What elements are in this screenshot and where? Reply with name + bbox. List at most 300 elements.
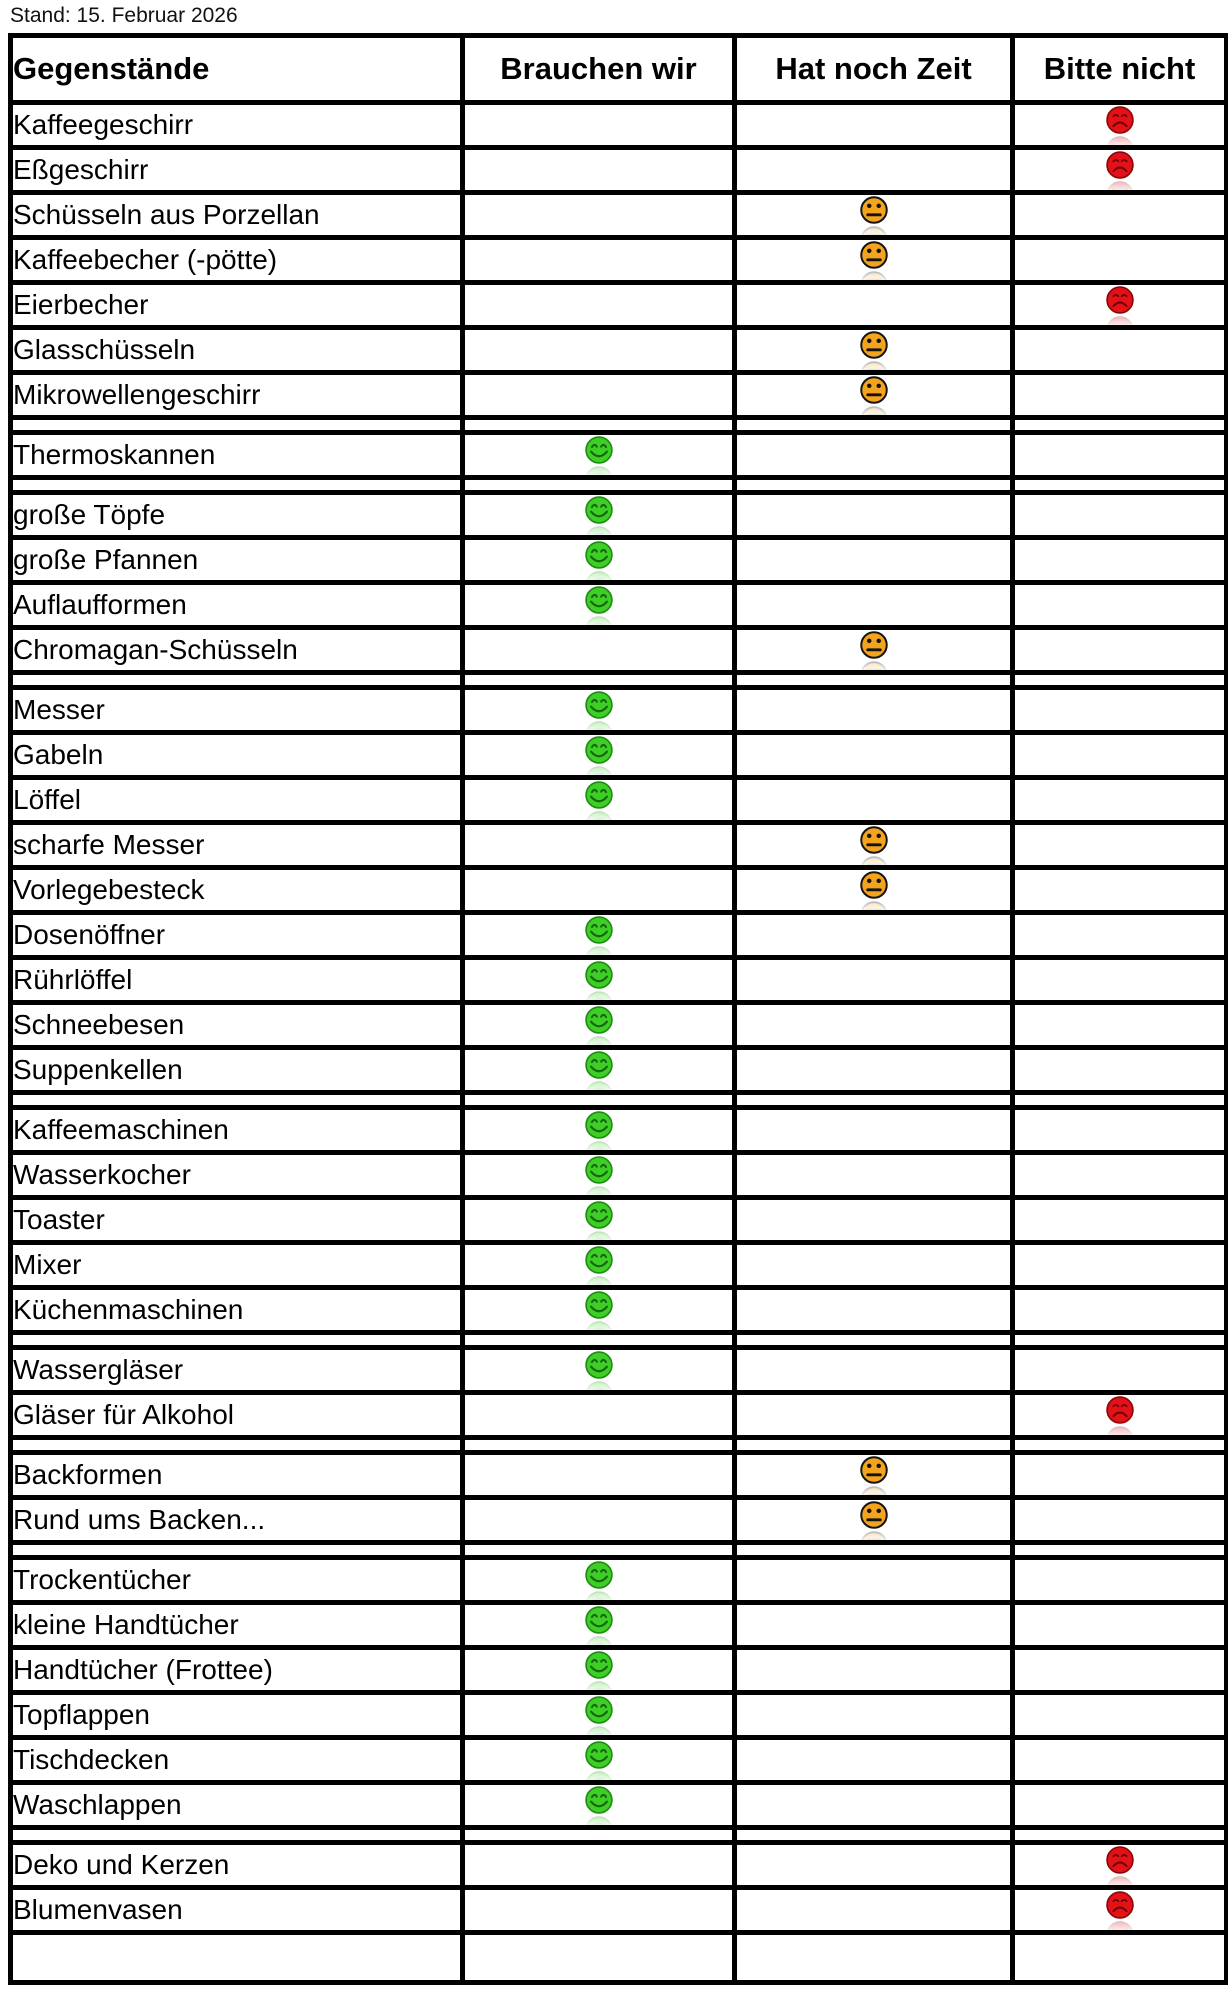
status-cell [1013,583,1227,628]
status-cell [1013,1498,1227,1543]
spacer-cell [735,418,1013,433]
status-cell [463,1558,735,1603]
smiley-reflection [859,360,889,370]
status-cell [463,433,735,478]
happy-smiley-icon [584,1245,614,1285]
smiley-reflection [584,525,614,535]
status-cell [463,1243,735,1288]
status-cell [463,1003,735,1048]
item-label-cell: große Töpfe [11,493,463,538]
item-label-cell: Rührlöffel [11,958,463,1003]
status-cell [1013,1933,1227,1983]
status-cell [1013,1153,1227,1198]
status-cell [735,1003,1013,1048]
smiley-reflection [859,405,889,415]
smiley-reflection [584,1185,614,1195]
status-cell [1013,148,1227,193]
smiley-reflection [584,1080,614,1090]
status-cell [735,733,1013,778]
status-cell [463,778,735,823]
table-row [11,1693,1227,1738]
smiley-reflection [584,1275,614,1285]
sad-smiley-icon [1105,150,1135,190]
spacer-cell [11,478,463,493]
item-label-cell: Kaffeemaschinen [11,1108,463,1153]
table-row [11,1198,1227,1243]
status-cell [1013,238,1227,283]
item-label-cell: Gabeln [11,733,463,778]
happy-smiley-icon [584,1560,614,1600]
spacer-cell [11,418,463,433]
item-label-cell: scharfe Messer [11,823,463,868]
status-cell [735,1288,1013,1333]
spacer-cell [463,673,735,688]
smiley-reflection [584,1230,614,1240]
status-cell [463,193,735,238]
smiley-reflection [859,1530,889,1540]
smiley-reflection [584,810,614,820]
item-label-cell: Kaffeebecher (-pötte) [11,238,463,283]
status-cell [735,778,1013,823]
status-cell [1013,493,1227,538]
status-cell [463,328,735,373]
spacer-row [11,1438,1227,1453]
status-cell [1013,778,1227,823]
status-cell [1013,628,1227,673]
status-cell [735,868,1013,913]
status-cell [463,1738,735,1783]
item-label-cell: Messer [11,688,463,733]
status-cell [463,493,735,538]
happy-smiley-icon [584,735,614,775]
item-label-cell: Blumenvasen [11,1888,463,1933]
status-cell [463,1288,735,1333]
item-label-cell: Vorlegebesteck [11,868,463,913]
happy-smiley-icon [584,1200,614,1240]
item-label-cell: Suppenkellen [11,1048,463,1093]
status-cell [463,958,735,1003]
status-cell [735,628,1013,673]
happy-smiley-icon [584,1650,614,1690]
smiley-reflection [859,660,889,670]
status-cell [1013,433,1227,478]
status-cell [1013,283,1227,328]
happy-smiley-icon [584,1785,614,1825]
status-cell [735,1738,1013,1783]
status-cell [735,913,1013,958]
item-label-cell: Wasserkocher [11,1153,463,1198]
status-cell [735,1108,1013,1153]
table-row [11,1453,1227,1498]
item-label-cell: Schneebesen [11,1003,463,1048]
header-hat-noch-zeit: Hat noch Zeit [735,36,1013,103]
status-cell [735,1198,1013,1243]
status-cell [735,1648,1013,1693]
item-label-cell: Tischdecken [11,1738,463,1783]
spacer-cell [1013,1333,1227,1348]
status-cell [735,958,1013,1003]
neutral-smiley-icon [859,825,889,865]
status-cell [735,433,1013,478]
spacer-cell [463,478,735,493]
smiley-reflection [1105,1875,1135,1885]
happy-smiley-icon [584,495,614,535]
status-cell [1013,1648,1227,1693]
spacer-cell [735,1333,1013,1348]
smiley-reflection [584,1680,614,1690]
smiley-reflection [584,1140,614,1150]
status-cell [463,373,735,418]
neutral-smiley-icon [859,1500,889,1540]
status-cell [735,1348,1013,1393]
sad-smiley-icon [1105,1395,1135,1435]
status-cell [1013,538,1227,583]
spacer-row [11,1543,1227,1558]
smiley-reflection [859,855,889,865]
spacer-cell [463,1333,735,1348]
status-cell [463,238,735,283]
spacer-cell [1013,1828,1227,1843]
status-cell [1013,1393,1227,1438]
spacer-row [11,478,1227,493]
status-cell [463,1108,735,1153]
item-label-cell: Waschlappen [11,1783,463,1828]
spacer-cell [735,1543,1013,1558]
table-row [11,1843,1227,1888]
status-cell [735,1498,1013,1543]
smiley-reflection [1105,1920,1135,1930]
status-cell [735,103,1013,148]
item-label-cell: Mixer [11,1243,463,1288]
status-cell [1013,1843,1227,1888]
smiley-reflection [584,765,614,775]
table-row [11,1498,1227,1543]
spacer-row [11,673,1227,688]
happy-smiley-icon [584,1350,614,1390]
spacer-cell [11,1543,463,1558]
spacer-cell [1013,1093,1227,1108]
spacer-cell [463,418,735,433]
neutral-smiley-icon [859,330,889,370]
item-label-cell: Deko und Kerzen [11,1843,463,1888]
table-row [11,238,1227,283]
item-label-cell: Rund ums Backen... [11,1498,463,1543]
table-row [11,1003,1227,1048]
item-label-cell: Trockentücher [11,1558,463,1603]
smiley-reflection [1105,1425,1135,1435]
status-cell [1013,688,1227,733]
status-cell [735,1693,1013,1738]
table-row [11,283,1227,328]
item-label-cell: Gläser für Alkohol [11,1393,463,1438]
status-cell [1013,1783,1227,1828]
happy-smiley-icon [584,915,614,955]
status-cell [463,1453,735,1498]
status-cell [1013,373,1227,418]
status-cell [735,1048,1013,1093]
item-label-cell: Chromagan-Schüsseln [11,628,463,673]
status-cell [1013,1348,1227,1393]
spacer-row [11,1333,1227,1348]
spacer-cell [735,478,1013,493]
status-cell [1013,1693,1227,1738]
status-cell [735,238,1013,283]
table-row [11,433,1227,478]
status-cell [1013,1453,1227,1498]
smiley-reflection [859,900,889,910]
status-cell [735,823,1013,868]
table-row [11,583,1227,628]
spacer-cell [1013,1543,1227,1558]
spacer-cell [735,1093,1013,1108]
smiley-reflection [1105,180,1135,190]
status-cell [1013,1003,1227,1048]
status-cell [735,1603,1013,1648]
status-cell [735,583,1013,628]
status-cell [735,1558,1013,1603]
item-label-cell [11,1933,463,1983]
smiley-reflection [584,720,614,730]
item-label-cell: Handtücher (Frottee) [11,1648,463,1693]
neutral-smiley-icon [859,240,889,280]
happy-smiley-icon [584,1695,614,1735]
spacer-cell [735,1438,1013,1453]
item-label-cell: Thermoskannen [11,433,463,478]
status-cell [463,583,735,628]
status-cell [463,1843,735,1888]
table-row [11,1288,1227,1333]
item-label-cell: Glasschüsseln [11,328,463,373]
smiley-reflection [859,270,889,280]
status-cell [463,283,735,328]
status-cell [463,1648,735,1693]
table-row [11,1603,1227,1648]
status-cell [1013,958,1227,1003]
sad-smiley-icon [1105,1890,1135,1930]
spacer-cell [463,1093,735,1108]
status-cell [735,328,1013,373]
spacer-cell [735,673,1013,688]
happy-smiley-icon [584,1290,614,1330]
status-cell [735,283,1013,328]
status-cell [463,1498,735,1543]
status-cell [463,733,735,778]
smiley-reflection [584,990,614,1000]
item-label-cell: kleine Handtücher [11,1603,463,1648]
table-row [11,103,1227,148]
happy-smiley-icon [584,1605,614,1645]
spacer-cell [735,1828,1013,1843]
table-row [11,688,1227,733]
status-cell [1013,1603,1227,1648]
smiley-reflection [859,225,889,235]
status-cell [735,373,1013,418]
happy-smiley-icon [584,1155,614,1195]
status-cell [463,1048,735,1093]
status-cell [735,688,1013,733]
table-row [11,1933,1227,1983]
spacer-row [11,1828,1227,1843]
item-label-cell: Kaffeegeschirr [11,103,463,148]
smiley-reflection [584,1770,614,1780]
status-cell [1013,1048,1227,1093]
item-label-cell: Löffel [11,778,463,823]
item-label-cell: Eierbecher [11,283,463,328]
status-cell [463,868,735,913]
table-row [11,373,1227,418]
happy-smiley-icon [584,540,614,580]
status-cell [1013,193,1227,238]
item-label-cell: Toaster [11,1198,463,1243]
table-row [11,1648,1227,1693]
status-cell [1013,868,1227,913]
table-row [11,1558,1227,1603]
header-row [11,36,1227,103]
spacer-cell [463,1543,735,1558]
sad-smiley-icon [1105,285,1135,325]
table-row [11,958,1227,1003]
status-cell [1013,103,1227,148]
sad-smiley-icon [1105,1845,1135,1885]
table-row [11,1243,1227,1288]
status-cell [735,538,1013,583]
neutral-smiley-icon [859,375,889,415]
status-cell [1013,1888,1227,1933]
status-cell [463,628,735,673]
table-row [11,778,1227,823]
status-cell [463,1933,735,1983]
smiley-reflection [584,1590,614,1600]
happy-smiley-icon [584,1050,614,1090]
status-cell [463,1888,735,1933]
item-label-cell: Auflaufformen [11,583,463,628]
item-label-cell: Küchenmaschinen [11,1288,463,1333]
table-row [11,1783,1227,1828]
status-cell [463,148,735,193]
smiley-reflection [584,945,614,955]
status-date-line: Stand: 15. Februar 2026 [10,4,238,27]
item-label-cell: große Pfannen [11,538,463,583]
item-label-cell: Eßgeschirr [11,148,463,193]
status-cell [463,103,735,148]
table-row [11,868,1227,913]
status-cell [735,1783,1013,1828]
table-row [11,913,1227,958]
status-cell [1013,1198,1227,1243]
table-row [11,1153,1227,1198]
happy-smiley-icon [584,960,614,1000]
table-row [11,628,1227,673]
neutral-smiley-icon [859,870,889,910]
items-table [8,33,1228,1985]
item-label-cell: Schüsseln aus Porzellan [11,193,463,238]
status-cell [463,1153,735,1198]
smiley-reflection [584,1635,614,1645]
table-row [11,733,1227,778]
table-row [11,328,1227,373]
spacer-cell [1013,478,1227,493]
item-label-cell: Dosenöffner [11,913,463,958]
happy-smiley-icon [584,435,614,475]
status-cell [1013,823,1227,868]
status-cell [735,493,1013,538]
status-cell [463,1693,735,1738]
happy-smiley-icon [584,780,614,820]
smiley-reflection [584,615,614,625]
spacer-cell [11,1828,463,1843]
spacer-cell [463,1828,735,1843]
happy-smiley-icon [584,690,614,730]
happy-smiley-icon [584,585,614,625]
header-brauchen-wir: Brauchen wir [463,36,735,103]
table-row [11,823,1227,868]
status-cell [735,1843,1013,1888]
status-cell [463,538,735,583]
status-cell [1013,1243,1227,1288]
happy-smiley-icon [584,1110,614,1150]
smiley-reflection [584,1725,614,1735]
status-cell [735,1393,1013,1438]
header-bitte-nicht: Bitte nicht [1013,36,1227,103]
status-cell [1013,1558,1227,1603]
spacer-cell [11,1438,463,1453]
table-row [11,1108,1227,1153]
table-row [11,1888,1227,1933]
status-cell [735,1453,1013,1498]
neutral-smiley-icon [859,195,889,235]
status-cell [735,193,1013,238]
status-cell [1013,328,1227,373]
table-row [11,148,1227,193]
smiley-reflection [1105,315,1135,325]
spacer-cell [1013,1438,1227,1453]
status-cell [735,148,1013,193]
item-label-cell: Wassergläser [11,1348,463,1393]
spacer-cell [11,673,463,688]
status-cell [463,823,735,868]
neutral-smiley-icon [859,630,889,670]
table-row [11,538,1227,583]
smiley-reflection [584,1035,614,1045]
item-label-cell: Topflappen [11,1693,463,1738]
smiley-reflection [584,1815,614,1825]
happy-smiley-icon [584,1005,614,1045]
status-cell [463,1198,735,1243]
status-cell [463,1348,735,1393]
sad-smiley-icon [1105,105,1135,145]
smiley-reflection [859,1485,889,1495]
header-gegenstaende: Gegenstände [11,36,463,103]
table-row [11,493,1227,538]
status-cell [1013,733,1227,778]
smiley-reflection [584,570,614,580]
status-cell [1013,913,1227,958]
spacer-cell [11,1333,463,1348]
spacer-cell [1013,673,1227,688]
status-cell [1013,1108,1227,1153]
happy-smiley-icon [584,1740,614,1780]
status-cell [735,1243,1013,1288]
table-row [11,1393,1227,1438]
spacer-cell [1013,418,1227,433]
status-cell [463,913,735,958]
status-cell [735,1933,1013,1983]
smiley-reflection [1105,135,1135,145]
item-label-cell: Mikrowellengeschirr [11,373,463,418]
spacer-cell [463,1438,735,1453]
smiley-reflection [584,465,614,475]
status-cell [735,1888,1013,1933]
